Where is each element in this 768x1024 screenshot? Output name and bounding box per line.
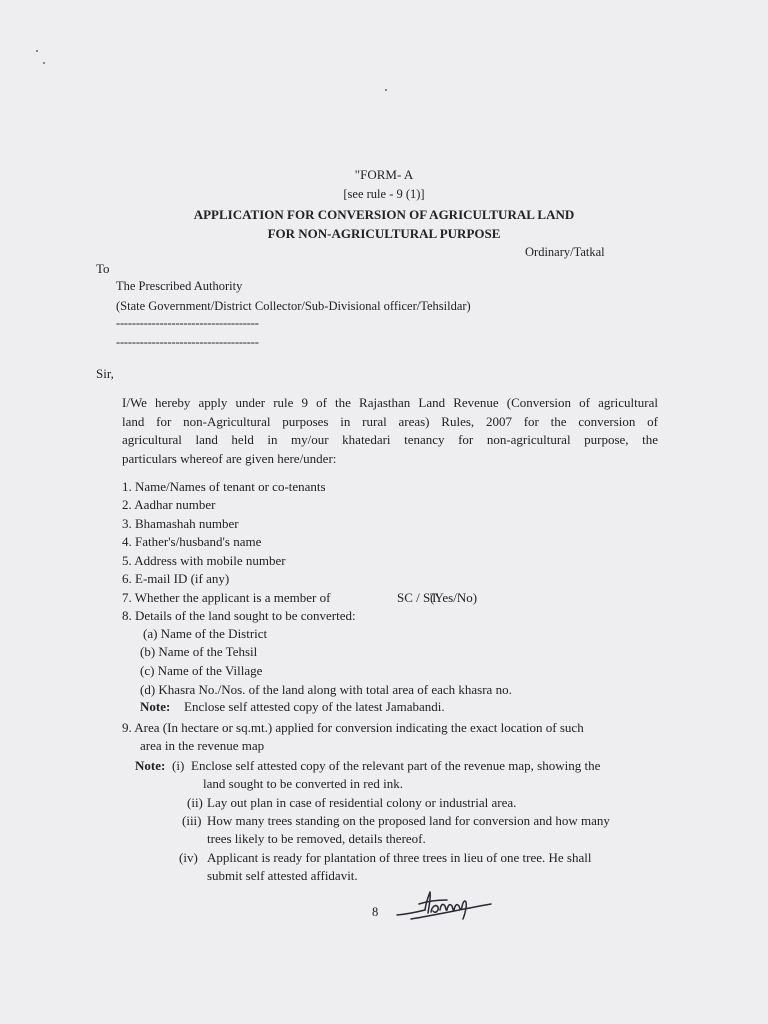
- item-2: 2. Aadhar number: [122, 497, 216, 512]
- item-8a: (a) Name of the District: [143, 626, 268, 641]
- salutation: Sir,: [96, 366, 114, 381]
- page-number: 8: [372, 905, 379, 919]
- item-9-note-2: Lay out plan in case of residential colony or industrial area.: [207, 795, 517, 810]
- form-title: "FORM- A: [354, 167, 414, 182]
- authority-line-1: The Prescribed Authority: [116, 279, 243, 293]
- item-7-answer: (Yes/No): [430, 590, 478, 605]
- item-9-note-4-line-1: Applicant is ready for plantation of three trees in lieu of one tree. He shall: [207, 850, 592, 865]
- intro-line: agricultural land held in my/our khatedari tenancy for non-agricultural purpose, the: [122, 432, 658, 447]
- item-9-note-3-number: (iii): [182, 813, 202, 828]
- item-7-options: SC / ST: [397, 590, 439, 605]
- item-9-note-4-number: (iv): [179, 850, 198, 865]
- heading-line-1: APPLICATION FOR CONVERSION OF AGRICULTURAL LAND: [193, 207, 575, 222]
- to-label: To: [96, 261, 110, 276]
- item-9-note-3-line-1: How many trees standing on the proposed land for conversion and how many: [207, 813, 610, 828]
- item-9-note-4-line-2: submit self attested affidavit.: [207, 868, 358, 883]
- heading-line-2: FOR NON-AGRICULTURAL PURPOSE: [267, 226, 501, 241]
- item-9-note-1-number: (i): [172, 758, 185, 773]
- scan-speck: [43, 62, 45, 64]
- item-9-note-label: Note:: [135, 758, 166, 773]
- item-7: 7. Whether the applicant is a member of: [122, 590, 331, 605]
- intro-line: I/We hereby apply under rule 9 of the Rajasthan Land Revenue (Conversion of agricultural: [122, 395, 658, 410]
- item-8-note: Enclose self attested copy of the latest Jamabandi.: [184, 699, 445, 714]
- signature-icon: [395, 888, 495, 928]
- item-8: 8. Details of the land sought to be converted:: [122, 608, 356, 623]
- item-9-note-3-line-2: trees likely to be removed, details thereof.: [207, 831, 426, 846]
- scan-speck: [36, 50, 38, 52]
- rule-reference: [see rule - 9 (1)]: [343, 187, 425, 201]
- item-9-note-2-number: (ii): [187, 795, 203, 810]
- item-9-line-2: area in the revenue map: [140, 738, 265, 753]
- item-1: 1. Name/Names of tenant or co-tenants: [122, 479, 326, 494]
- item-3: 3. Bhamashah number: [122, 516, 239, 531]
- scan-speck: [385, 89, 387, 91]
- item-8b: (b) Name of the Tehsil: [140, 644, 258, 659]
- blank-line-1: ------------------------------------: [116, 316, 259, 330]
- intro-line: particulars whereof are given here/under:: [122, 450, 337, 466]
- item-9-line-1: 9. Area (In hectare or sq.mt.) applied for conversion indicating the exact location of such: [122, 720, 584, 735]
- intro-paragraph: [122, 394, 658, 468]
- item-6: 6. E-mail ID (if any): [122, 571, 230, 586]
- authority-line-2: (State Government/District Collector/Sub-Divisional officer/Tehsildar): [116, 299, 471, 313]
- item-8d: (d) Khasra No./Nos. of the land along with total area of each khasra no.: [140, 682, 512, 697]
- item-9-note-1-line-1: Enclose self attested copy of the relevant part of the revenue map, showing the: [191, 758, 601, 773]
- blank-line-2: ------------------------------------: [116, 335, 259, 349]
- item-5: 5. Address with mobile number: [122, 553, 286, 568]
- intro-line: land for non-Agricultural purposes in rural areas) Rules, 2007 for the conversion of: [122, 413, 658, 429]
- item-9-note-1-line-2: land sought to be converted in red ink.: [203, 776, 404, 791]
- application-type: Ordinary/Tatkal: [525, 245, 605, 259]
- item-4: 4. Father's/husband's name: [122, 534, 262, 549]
- item-8-note-label: Note:: [140, 699, 171, 714]
- item-8c: (c) Name of the Village: [140, 663, 263, 678]
